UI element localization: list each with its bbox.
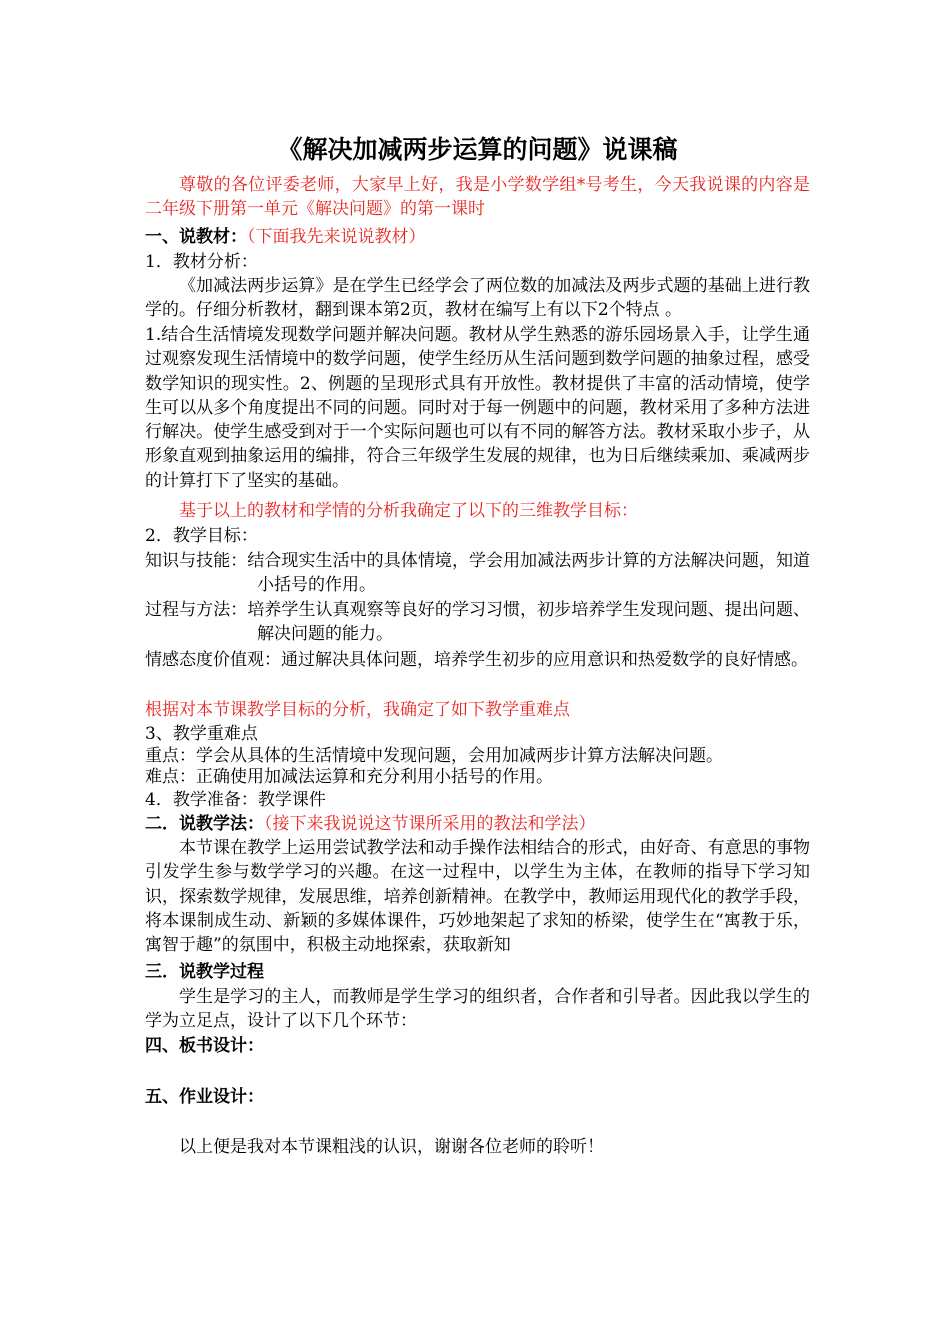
key-point: 重点：学会从具体的生活情境中发现问题，会用加减两步计算方法解决问题。 (145, 746, 723, 766)
section-4-heading: 四、板书设计： (145, 1036, 264, 1056)
section-1-heading: 一、说教材： (145, 227, 247, 247)
intro-paragraph: 尊敬的各位评委老师，大家早上好，我是小学数学组*号考生，今天我说课的内容是二年级下册第一单元《解决问题》的第一课时 (145, 175, 810, 220)
closing-remark: 以上便是我对本节课粗浅的认识，谢谢各位老师的聆听！ (179, 1137, 604, 1157)
goals-transition: 基于以上的教材和学情的分析我确定了以下的三维教学目标： (179, 501, 638, 521)
section-2-body: 本节课在教学上运用尝试教学法和动手操作法相结合的形式，由好奇、有意思的事物引发学生参与数学学习的兴趣。在这一过程中，以学生为主体，在教师的指导下学习知识，探索数学规律，发展思维，培养创新精神。在教学中，教师运用现代化的教学手段，将本课制成生动、新颖的多媒体课件，巧妙地架起了求知的桥梁，使学生在“寓教于乐，寓智于趣”的氛围中，积极主动地探索，获取新知 (145, 838, 810, 956)
section-2-note: （接下来我说说这节课所采用的教法和学法） (264, 814, 596, 834)
goal-process: 过程与方法：培养学生认真观察等良好的学习习惯，初步培养学生发现问题、提出问题、解决问题的能力。 (145, 600, 810, 645)
section-3-heading: 三．说教学过程 (145, 962, 264, 982)
teaching-preparation: 4．教学准备：教学课件 (145, 790, 326, 810)
page-title: 《解决加减两步运算的问题》说课稿 (277, 135, 678, 164)
section-1-note: （下面我先来说说教材） (247, 227, 426, 247)
material-analysis-label: 1．教材分析： (145, 252, 258, 272)
difficult-point: 难点：正确使用加减法运算和充分利用小括号的作用。 (145, 767, 553, 787)
section-1-heading-row (145, 225, 810, 249)
section-2-heading-row (145, 812, 810, 836)
teaching-goals-label: 2．教学目标： (145, 526, 258, 546)
section-3-body: 学生是学习的主人，而教师是学生学习的组织者，合作者和引导者。因此我以学生的学为立足点，设计了以下几个环节： (145, 987, 810, 1032)
section-2-heading: 二．说教学法： (145, 814, 264, 834)
keypoints-transition: 根据对本节课教学目标的分析，我确定了如下教学重难点 (145, 700, 570, 720)
goal-knowledge: 知识与技能：结合现实生活中的具体情境，学会用加减法两步计算的方法解决问题，知道小括号的作用。 (145, 551, 810, 596)
material-features: 1.结合生活情境发现数学问题并解决问题。教材从学生熟悉的游乐园场景入手，让学生通过观察发现生活情境中的数学问题，使学生经历从生活问题到数学问题的抽象过程，感受数学知识的现实性。2、例题的呈现形式具有开放性。教材提供了丰富的活动情境，使学生可以从多个角度提出不同的问题。同时对于每一例题中的问题，教材采用了多种方法进行解决。使学生感受到对于一个实际问题也可以有不同的解答方法。教材采取小步子，从形象直观到抽象运用的编排，符合三年级学生发展的规律，也为日后继续乘加、乘减两步的计算打下了坚实的基础。 (145, 325, 810, 491)
goal-emotion: 情感态度价值观：通过解决具体问题，培养学生初步的应用意识和热爱数学的良好情感。 (145, 650, 808, 670)
keypoints-label: 3、教学重难点 (145, 724, 258, 744)
material-analysis-body: 《加减法两步运算》是在学生已经学会了两位数的加减法及两步式题的基础上进行教学的。仔细分析教材，翻到课本第2页，教材在编写上有以下2个特点 。 (145, 276, 810, 321)
section-5-heading: 五、作业设计： (145, 1087, 264, 1107)
